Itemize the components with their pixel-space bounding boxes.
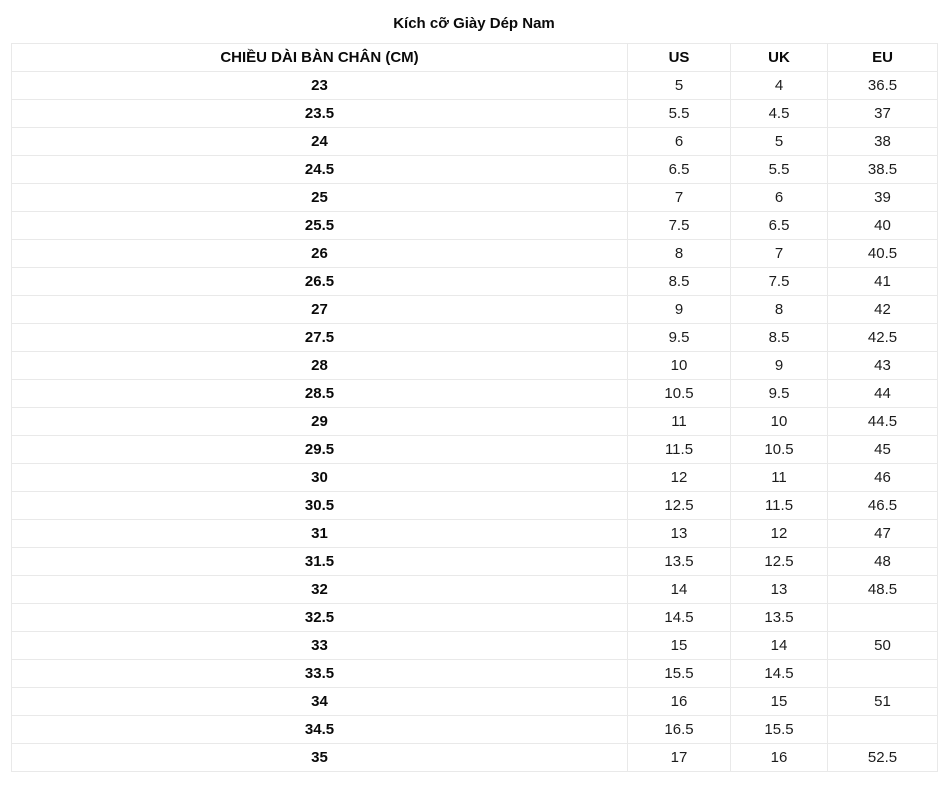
cell-eu-size: 42 xyxy=(828,296,938,324)
cell-us-size: 12 xyxy=(628,464,731,492)
cell-eu-size: 38 xyxy=(828,128,938,156)
table-row xyxy=(12,380,938,408)
cell-foot-length-cm: 30 xyxy=(12,464,628,492)
cell-eu-size: 36.5 xyxy=(828,72,938,100)
table-row xyxy=(12,576,938,604)
cell-foot-length-cm: 31.5 xyxy=(12,548,628,576)
cell-eu-size xyxy=(828,660,938,688)
cell-us-size: 15 xyxy=(628,632,731,660)
table-row xyxy=(12,688,938,716)
cell-uk-size: 11.5 xyxy=(731,492,828,520)
table-row xyxy=(12,548,938,576)
cell-us-size: 17 xyxy=(628,744,731,772)
cell-us-size: 8 xyxy=(628,240,731,268)
table-row xyxy=(12,604,938,632)
cell-foot-length-cm: 26 xyxy=(12,240,628,268)
cell-foot-length-cm: 32 xyxy=(12,576,628,604)
cell-us-size: 14.5 xyxy=(628,604,731,632)
table-row xyxy=(12,716,938,744)
table-body xyxy=(12,72,938,772)
cell-foot-length-cm: 34 xyxy=(12,688,628,716)
cell-uk-size: 13 xyxy=(731,576,828,604)
cell-foot-length-cm: 23 xyxy=(12,72,628,100)
cell-eu-size: 46.5 xyxy=(828,492,938,520)
table-row xyxy=(12,100,938,128)
table-row xyxy=(12,128,938,156)
cell-uk-size: 13.5 xyxy=(731,604,828,632)
table-row xyxy=(12,240,938,268)
cell-us-size: 9.5 xyxy=(628,324,731,352)
table-row xyxy=(12,352,938,380)
cell-us-size: 13.5 xyxy=(628,548,731,576)
page-title: Kích cỡ Giày Dép Nam xyxy=(393,15,555,32)
cell-uk-size: 7.5 xyxy=(731,268,828,296)
cell-us-size: 6 xyxy=(628,128,731,156)
cell-eu-size: 48 xyxy=(828,548,938,576)
cell-foot-length-cm: 28 xyxy=(12,352,628,380)
cell-eu-size: 38.5 xyxy=(828,156,938,184)
cell-us-size: 8.5 xyxy=(628,268,731,296)
header-eu: EU xyxy=(828,44,938,72)
cell-eu-size: 48.5 xyxy=(828,576,938,604)
cell-us-size: 5.5 xyxy=(628,100,731,128)
table-header-row xyxy=(12,44,938,72)
table-row xyxy=(12,408,938,436)
cell-us-size: 16 xyxy=(628,688,731,716)
header-us: US xyxy=(628,44,731,72)
cell-us-size: 6.5 xyxy=(628,156,731,184)
cell-foot-length-cm: 30.5 xyxy=(12,492,628,520)
size-conversion-table xyxy=(11,43,938,772)
cell-uk-size: 9.5 xyxy=(731,380,828,408)
cell-eu-size: 42.5 xyxy=(828,324,938,352)
cell-foot-length-cm: 29 xyxy=(12,408,628,436)
cell-us-size: 16.5 xyxy=(628,716,731,744)
cell-foot-length-cm: 28.5 xyxy=(12,380,628,408)
cell-us-size: 7 xyxy=(628,184,731,212)
header-foot-length: CHIỀU DÀI BÀN CHÂN (CM) xyxy=(12,44,628,72)
cell-uk-size: 14 xyxy=(731,632,828,660)
cell-foot-length-cm: 27.5 xyxy=(12,324,628,352)
cell-uk-size: 10 xyxy=(731,408,828,436)
cell-eu-size xyxy=(828,604,938,632)
cell-uk-size: 6.5 xyxy=(731,212,828,240)
cell-foot-length-cm: 25 xyxy=(12,184,628,212)
table-row xyxy=(12,492,938,520)
table-row xyxy=(12,632,938,660)
cell-eu-size: 47 xyxy=(828,520,938,548)
cell-uk-size: 7 xyxy=(731,240,828,268)
cell-foot-length-cm: 26.5 xyxy=(12,268,628,296)
table-row xyxy=(12,72,938,100)
cell-foot-length-cm: 34.5 xyxy=(12,716,628,744)
cell-eu-size: 41 xyxy=(828,268,938,296)
table-row xyxy=(12,184,938,212)
cell-uk-size: 5 xyxy=(731,128,828,156)
cell-foot-length-cm: 25.5 xyxy=(12,212,628,240)
cell-uk-size: 11 xyxy=(731,464,828,492)
cell-eu-size: 45 xyxy=(828,436,938,464)
cell-uk-size: 6 xyxy=(731,184,828,212)
table-row xyxy=(12,212,938,240)
cell-foot-length-cm: 35 xyxy=(12,744,628,772)
cell-us-size: 10.5 xyxy=(628,380,731,408)
cell-uk-size: 12.5 xyxy=(731,548,828,576)
cell-us-size: 10 xyxy=(628,352,731,380)
cell-eu-size: 40.5 xyxy=(828,240,938,268)
table-row xyxy=(12,436,938,464)
table-row xyxy=(12,268,938,296)
cell-uk-size: 10.5 xyxy=(731,436,828,464)
cell-us-size: 11 xyxy=(628,408,731,436)
cell-uk-size: 14.5 xyxy=(731,660,828,688)
cell-eu-size xyxy=(828,716,938,744)
cell-eu-size: 44 xyxy=(828,380,938,408)
cell-eu-size: 50 xyxy=(828,632,938,660)
table-row xyxy=(12,744,938,772)
cell-eu-size: 46 xyxy=(828,464,938,492)
cell-foot-length-cm: 33.5 xyxy=(12,660,628,688)
cell-us-size: 13 xyxy=(628,520,731,548)
table-row xyxy=(12,156,938,184)
cell-uk-size: 4.5 xyxy=(731,100,828,128)
cell-uk-size: 9 xyxy=(731,352,828,380)
cell-eu-size: 37 xyxy=(828,100,938,128)
cell-us-size: 15.5 xyxy=(628,660,731,688)
cell-uk-size: 12 xyxy=(731,520,828,548)
cell-eu-size: 39 xyxy=(828,184,938,212)
cell-foot-length-cm: 23.5 xyxy=(12,100,628,128)
table-row xyxy=(12,464,938,492)
cell-foot-length-cm: 32.5 xyxy=(12,604,628,632)
cell-uk-size: 5.5 xyxy=(731,156,828,184)
cell-foot-length-cm: 29.5 xyxy=(12,436,628,464)
cell-foot-length-cm: 27 xyxy=(12,296,628,324)
cell-uk-size: 8 xyxy=(731,296,828,324)
cell-us-size: 9 xyxy=(628,296,731,324)
cell-us-size: 11.5 xyxy=(628,436,731,464)
cell-us-size: 7.5 xyxy=(628,212,731,240)
cell-us-size: 5 xyxy=(628,72,731,100)
cell-foot-length-cm: 24 xyxy=(12,128,628,156)
cell-foot-length-cm: 31 xyxy=(12,520,628,548)
cell-us-size: 14 xyxy=(628,576,731,604)
cell-eu-size: 43 xyxy=(828,352,938,380)
table-row xyxy=(12,660,938,688)
header-uk: UK xyxy=(731,44,828,72)
cell-uk-size: 15.5 xyxy=(731,716,828,744)
cell-uk-size: 8.5 xyxy=(731,324,828,352)
table-row xyxy=(12,520,938,548)
table-header xyxy=(12,44,938,72)
table-row xyxy=(12,324,938,352)
cell-foot-length-cm: 24.5 xyxy=(12,156,628,184)
cell-uk-size: 15 xyxy=(731,688,828,716)
table-row xyxy=(12,296,938,324)
cell-uk-size: 4 xyxy=(731,72,828,100)
cell-eu-size: 40 xyxy=(828,212,938,240)
cell-eu-size: 51 xyxy=(828,688,938,716)
cell-eu-size: 44.5 xyxy=(828,408,938,436)
cell-uk-size: 16 xyxy=(731,744,828,772)
cell-foot-length-cm: 33 xyxy=(12,632,628,660)
cell-us-size: 12.5 xyxy=(628,492,731,520)
cell-eu-size: 52.5 xyxy=(828,744,938,772)
